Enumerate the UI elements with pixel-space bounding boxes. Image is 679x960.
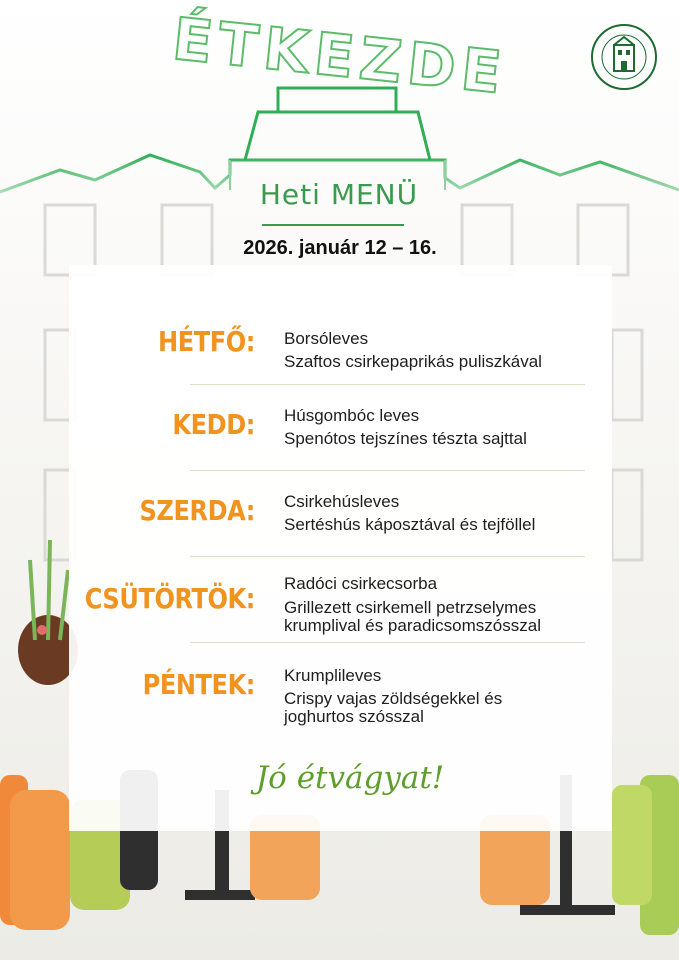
school-crest-icon	[590, 23, 658, 91]
day-label: CSÜTÖRTÖK:	[84, 582, 255, 615]
day-label: KEDD:	[172, 408, 255, 441]
row-divider	[190, 470, 585, 471]
dish-item: Borsóleves	[284, 329, 369, 348]
dish-item: Csirkehúsleves	[284, 492, 400, 511]
row-divider	[190, 384, 585, 385]
dish-item: Sertéshús káposztával és tejföllel	[284, 515, 536, 534]
day-label: PÉNTEK:	[142, 668, 255, 701]
dish-item: Radóci csirkecsorba	[284, 574, 438, 593]
dish-item: Húsgombóc leves	[284, 406, 420, 425]
date-range: 2026. január 12 – 16.	[243, 237, 437, 259]
dish-item: Crispy vajas zöldségekkel és	[284, 689, 503, 708]
dish-item: Krumplileves	[284, 666, 382, 685]
day-label: SZERDA:	[139, 494, 255, 527]
dish-item: joghurtos szósszal	[284, 707, 424, 726]
row-divider	[190, 642, 585, 643]
menu-subtitle: Heti MENÜ	[259, 178, 419, 211]
dish-item: Spenótos tejszínes tészta sajttal	[284, 429, 527, 448]
dish-item: Szaftos csirkepaprikás puliszkával	[284, 352, 542, 371]
dish-item: krumplival és paradicsomszósszal	[284, 616, 541, 635]
subtitle-underline	[262, 224, 404, 226]
dish-item: Grillezett csirkemell petrzselymes	[284, 598, 537, 617]
page-title: ÉTKEZDE	[169, 4, 511, 108]
day-label: HÉTFŐ:	[157, 325, 255, 358]
closing-message: Jó étvágyat!	[255, 760, 445, 796]
row-divider	[190, 556, 585, 557]
